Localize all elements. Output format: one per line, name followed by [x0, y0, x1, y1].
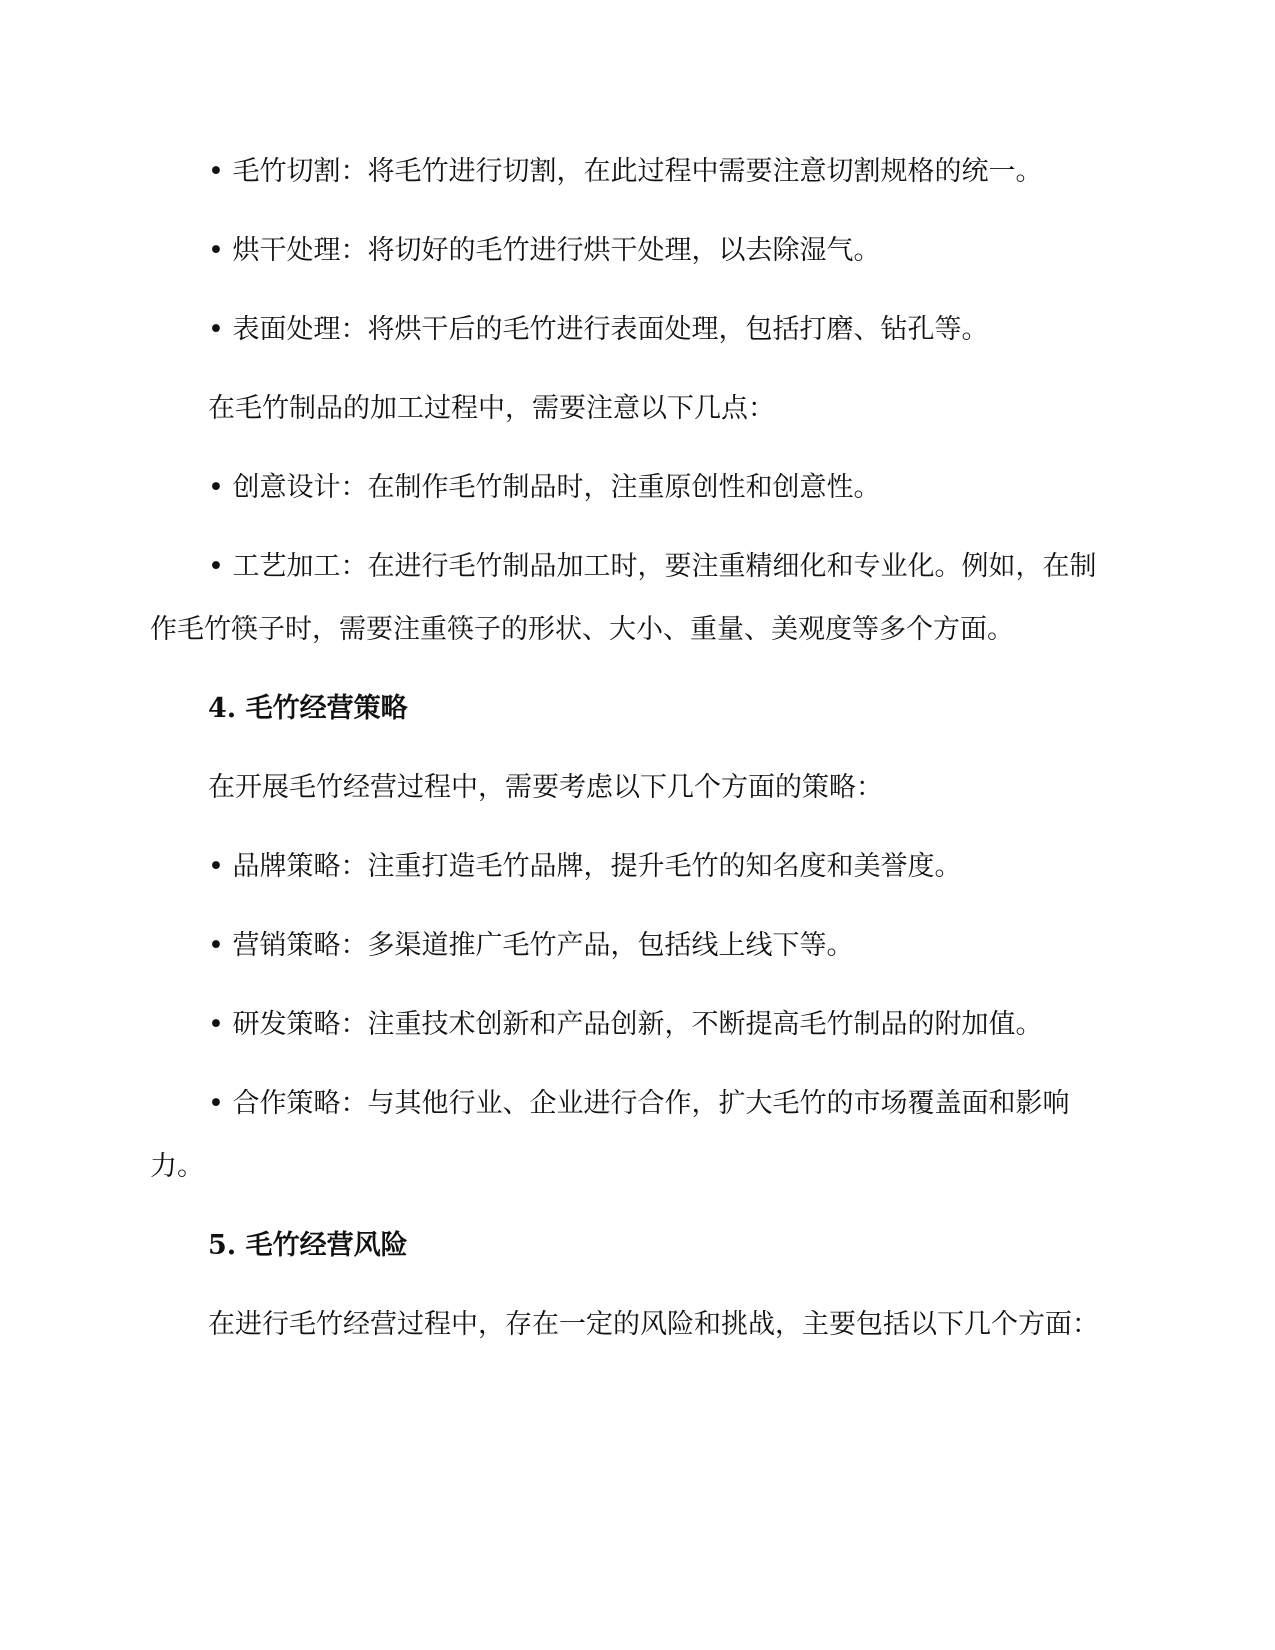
paragraph-risk-intro: 在进行毛竹经营过程中，存在一定的风险和挑战，主要包括以下几个方面： [208, 1309, 1099, 1340]
bullet-rd-strategy: • 研发策略：注重技术创新和产品创新，不断提高毛竹制品的附加值。 [208, 1009, 1043, 1040]
document-page [150, 140, 1110, 1372]
section-heading-risk: 5. 毛竹经营风险 [208, 1230, 408, 1261]
bullet-creative-design: • 创意设计：在制作毛竹制品时，注重原创性和创意性。 [208, 472, 881, 503]
bullet-marketing-strategy: • 营销策略：多渠道推广毛竹产品，包括线上线下等。 [208, 930, 854, 961]
paragraph-strategy-intro: 在开展毛竹经营过程中，需要考虑以下几个方面的策略： [208, 772, 883, 803]
bullet-bamboo-cutting: • 毛竹切割：将毛竹进行切割，在此过程中需要注意切割规格的统一。 [208, 156, 1043, 187]
bullet-drying: • 烘干处理：将切好的毛竹进行烘干处理，以去除湿气。 [208, 235, 881, 266]
bullet-craft-processing: • 工艺加工：在进行毛竹制品加工时，要注重精细化和专业化。例如，在制作毛竹筷子时，需要注重筷子的形状、大小、重量、美观度等多个方面。 [150, 551, 1097, 645]
bullet-brand-strategy: • 品牌策略：注重打造毛竹品牌，提升毛竹的知名度和美誉度。 [208, 851, 962, 882]
bullet-surface-treatment: • 表面处理：将烘干后的毛竹进行表面处理，包括打磨、钻孔等。 [208, 314, 989, 345]
paragraph-processing-notes: 在毛竹制品的加工过程中，需要注意以下几点： [208, 393, 775, 424]
bullet-cooperation-strategy: • 合作策略：与其他行业、企业进行合作，扩大毛竹的市场覆盖面和影响力。 [150, 1088, 1070, 1182]
section-heading-strategy: 4. 毛竹经营策略 [208, 693, 408, 724]
